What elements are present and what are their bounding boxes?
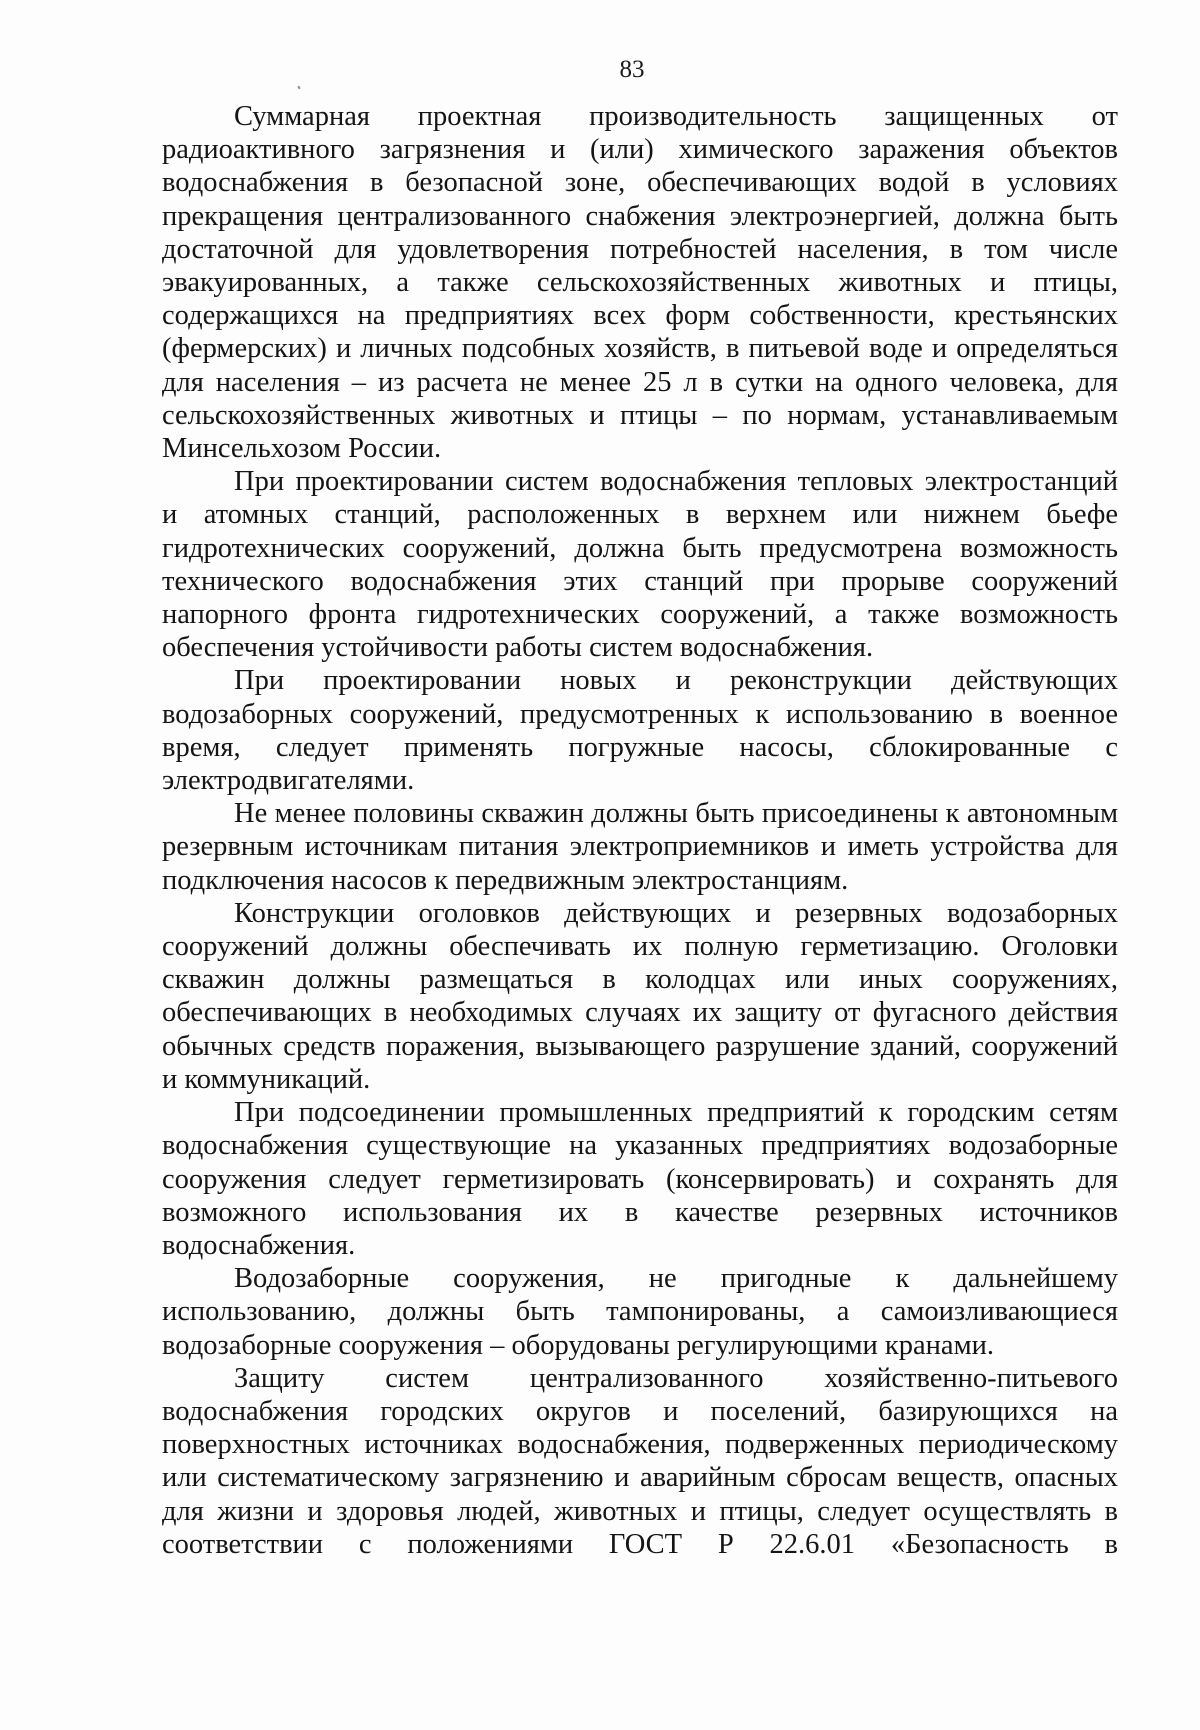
document-body [162, 100, 1118, 1561]
paragraph-wellheads: Конструкции оголовков действующих и резервных водозаборных сооружений должны обеспечивать их полную герметизацию. Оголовки скважин должны размещаться в колодцах или иных сооружениях, обеспечивающих в необходимых случаях их защиту от фугасного действия обычных средств поражения, вызывающего разрушение зданий, сооружений и коммуникаций. [162, 897, 1118, 1095]
page-number: 83 [619, 56, 645, 83]
paragraph-surface-sources: Защиту систем централизованного хозяйственно-питьевого водоснабжения городских округов и поселений, базирующихся на поверхностных источниках водоснабжения, подверженных периодическому или систематическому загрязнению и аварийным сбросам веществ, опасных для жизни и здоровья людей, животных и птицы, следует осуществлять в соответствии с положениями ГОСТ Р 22.6.01 «Безопасность в [162, 1362, 1118, 1560]
scan-speck [297, 86, 300, 90]
paragraph-water-capacity: Суммарная проектная производительность защищенных от радиоактивного загрязнения и (или) химического заражения объектов водоснабжения в безопасной зоне, обеспечивающих водой в условиях прекращения централизованного снабжения электроэнергией, должна быть достаточной для удовлетворения потребностей населения, в том числе эвакуированных, а также сельскохозяйственных животных и птицы, содержащихся на предприятиях всех форм собственности, крестьянских (фермерских) и личных подсобных хозяйств, в питьевой воде и определяться для населения – из расчета не менее 25 л в сутки на одного человека, для сельскохозяйственных животных и птицы – по нормам, устанавливаемым Минсельхозом России. [162, 101, 1118, 465]
paragraph-industrial-connection: При подсоединении промышленных предприятий к городским сетям водоснабжения существующие на указанных предприятиях водозаборные сооружения следует герметизировать (консервировать) и сохранять для возможного использования их в качестве резервных источников водоснабжения. [162, 1097, 1118, 1261]
paragraph-unusable-intakes: Водозаборные сооружения, не пригодные к дальнейшему использованию, должны быть тампонированы, а самоизливающиеся водозаборные сооружения – оборудованы регулирующими кранами. [162, 1263, 1118, 1361]
paragraph-wells-power: Не менее половины скважин должны быть присоединены к автономным резервным источникам питания электроприемников и иметь устройства для подключения насосов к передвижным электростанциям. [162, 798, 1118, 896]
paragraph-power-plants: При проектировании систем водоснабжения тепловых электростанций и атомных станций, расположенных в верхнем или нижнем бьефе гидротехнических сооружений, должна быть предусмотрена возможность технического водоснабжения этих станций при прорыве сооружений напорного фронта гидротехнических сооружений, а также возможность обеспечения устойчивости работы систем водоснабжения. [162, 466, 1118, 664]
paragraph-submersible-pumps: При проектировании новых и реконструкции действующих водозаборных сооружений, предусмотренных к использованию в военное время, следует применять погружные насосы, сблокированные с электродвигателями. [162, 665, 1118, 797]
